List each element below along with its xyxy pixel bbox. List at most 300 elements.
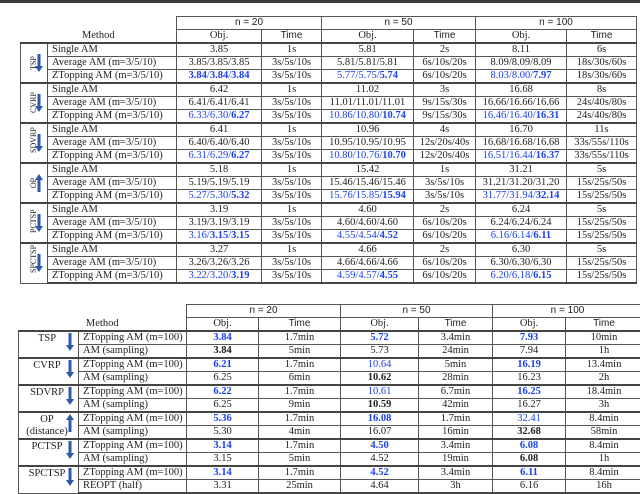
time-cell: 3s/5s/10s [262, 150, 322, 164]
value-part: 16.31 [536, 110, 560, 121]
problem-label-op [19, 412, 79, 439]
value-part: 10.76 [356, 150, 380, 161]
obj-cell: 3.19/3.19/3.19 [177, 217, 262, 230]
value-part: 10.74 [382, 110, 406, 121]
method-name: ZTopping AM (m=100) [79, 439, 187, 453]
time-cell: 1s [262, 243, 322, 257]
problem-label-sdvrp [21, 123, 48, 163]
obj-cell: 11.02 [322, 83, 414, 97]
time-cell: 15s/25s/50s [567, 217, 637, 230]
table-row [19, 399, 640, 413]
value-part: 10.86 [329, 110, 353, 121]
table-row [21, 150, 637, 164]
obj-cell: 3.26/3.26/3.26 [177, 257, 262, 270]
arrow-down-icon [35, 254, 43, 272]
time-cell: 42min [419, 399, 493, 413]
value-part: 3.84 [210, 70, 228, 81]
table-row [21, 190, 637, 204]
problem-name: SDVRP [28, 133, 40, 153]
obj-cell: 6.21 [187, 358, 259, 372]
method-name: Single AM [48, 203, 177, 217]
time-cell: 2s [414, 43, 476, 57]
table-row [21, 163, 637, 177]
time-cell: 25min [259, 480, 341, 494]
obj-cell: 8.11 [476, 43, 567, 57]
obj-cell: 11.01/11.01/11.01 [322, 97, 414, 110]
arrow-down-icon [66, 360, 74, 378]
time-cell: 8.4min [566, 466, 640, 480]
method-name: Average AM (m=3/5/10) [48, 137, 177, 150]
time-cell: 2h [566, 372, 640, 386]
table-row [21, 217, 637, 230]
method-name: ZTopping AM (m=3/5/10) [48, 230, 177, 244]
obj-cell: 16.23 [493, 372, 566, 386]
subheader-time: Time [259, 318, 341, 332]
obj-cell: 6.41 [177, 123, 262, 137]
value-part: 10.70 [382, 150, 406, 161]
obj-cell: 6.11 [493, 466, 566, 480]
arrow-down-icon [35, 134, 43, 152]
table-row [19, 372, 640, 386]
subheader-obj: Obj. [493, 318, 566, 332]
obj-cell: 32.68 [493, 426, 566, 440]
obj-cell: 5.18 [177, 163, 262, 177]
problem-label-spctsp [19, 466, 79, 493]
value-part: 4.55 [337, 230, 355, 241]
method-name: Single AM [48, 123, 177, 137]
obj-cell: 3.19 [177, 203, 262, 217]
value-part: 5.27 [189, 190, 207, 201]
time-cell: 6min [259, 372, 341, 386]
obj-cell: 16.07 [341, 426, 419, 440]
time-cell: 1s [262, 203, 322, 217]
time-cell: 15s/25s/50s [567, 257, 637, 270]
table-row [21, 137, 637, 150]
value-part: 3.22 [189, 270, 207, 281]
obj-cell: 4.52 [341, 453, 419, 467]
obj-cell: 5.19/5.19/5.19 [177, 177, 262, 190]
problem-name: CVRP [28, 93, 40, 113]
value-part: 6.16 [491, 230, 509, 241]
time-cell: 5s [567, 203, 637, 217]
time-cell: 6s/10s/20s [414, 217, 476, 230]
time-cell: 4s [414, 123, 476, 137]
table-row [21, 230, 637, 244]
method-header: Method [21, 30, 177, 44]
time-cell: 3s [414, 83, 476, 97]
obj-cell: 6.24 [476, 203, 567, 217]
obj-cell: 6.25 [187, 399, 259, 413]
obj-cell: 3.84 [187, 331, 259, 345]
obj-cell: 10.62 [341, 372, 419, 386]
arrow-down-icon [35, 94, 43, 112]
time-cell: 8.4min [566, 412, 640, 426]
header-group-n1: n = 50 [341, 305, 493, 318]
time-cell: 1.7min [259, 358, 341, 372]
obj-cell: 16.68/16.68/16.68 [476, 137, 567, 150]
time-cell: 16h [566, 480, 640, 494]
obj-cell: 16.66/16.66/16.66 [476, 97, 567, 110]
header-group-n0: n = 20 [177, 17, 322, 30]
value-part: 15.76 [329, 190, 353, 201]
method-name: ZTopping AM (m=3/5/10) [48, 150, 177, 164]
time-cell: 1.7min [259, 385, 341, 399]
arrow-up-icon [66, 414, 74, 432]
value-part: 5.77 [337, 70, 355, 81]
time-cell: 3.4min [419, 439, 493, 453]
value-part: 5.75 [358, 70, 376, 81]
time-cell: 1.7min [259, 466, 341, 480]
time-cell: 9min [259, 399, 341, 413]
time-cell: 15s/25s/50s [567, 270, 637, 284]
obj-cell: 5.73 [341, 345, 419, 359]
problem-label-tsp [19, 331, 79, 358]
obj-cell: 10.95/10.95/10.95 [322, 137, 414, 150]
obj-cell: 4.66/4.66/4.66 [322, 257, 414, 270]
obj-cell: 6.16/6.14/6.11 [476, 230, 567, 244]
obj-cell: 6.24/6.24/6.24 [476, 217, 567, 230]
obj-cell: 6.30 [476, 243, 567, 257]
obj-cell: 4.64 [341, 480, 419, 494]
subheader-time: Time [566, 318, 640, 332]
time-cell: 18.4min [566, 385, 640, 399]
obj-cell: 3.85 [177, 43, 262, 57]
method-name: ZTopping AM (m=100) [79, 331, 187, 345]
obj-cell: 3.16/3.15/3.15 [177, 230, 262, 244]
problem-label-spctsp [21, 243, 48, 283]
time-cell: 1.7min [419, 412, 493, 426]
table-row [21, 110, 637, 124]
obj-cell: 10.59 [341, 399, 419, 413]
subheader-time: Time [414, 30, 476, 44]
value-part: 10.80 [356, 110, 380, 121]
obj-cell: 4.60/4.60/4.60 [322, 217, 414, 230]
time-cell: 15s/25s/50s [567, 190, 637, 204]
empty-corner [19, 305, 187, 318]
method-name: ZTopping AM (m=3/5/10) [48, 110, 177, 124]
time-cell: 3s/5s/10s [262, 57, 322, 70]
obj-cell: 6.40/6.40/6.40 [177, 137, 262, 150]
table-row [19, 358, 640, 372]
table-row [21, 257, 637, 270]
time-cell: 15s/25s/50s [567, 177, 637, 190]
time-cell: 3h [566, 399, 640, 413]
table-row [21, 123, 637, 137]
obj-cell: 15.42 [322, 163, 414, 177]
subheader-obj: Obj. [322, 30, 414, 44]
obj-cell: 6.22 [187, 385, 259, 399]
method-name: Average AM (m=3/5/10) [48, 177, 177, 190]
obj-cell: 4.50 [341, 439, 419, 453]
problem-name: PCTSP [28, 213, 40, 233]
subheader-time: Time [567, 30, 637, 44]
time-cell: 3s/5s/10s [262, 230, 322, 244]
value-part: 5.32 [231, 190, 249, 201]
value-part: 6.29 [210, 150, 228, 161]
method-name: AM (sampling) [79, 345, 187, 359]
obj-cell: 10.86/10.80/10.74 [322, 110, 414, 124]
table-row [21, 177, 637, 190]
value-part: 6.27 [231, 110, 249, 121]
subheader-time: Time [262, 30, 322, 44]
problem-name: TSP [28, 53, 40, 73]
table-row [19, 385, 640, 399]
time-cell: 12s/20s/40s [414, 137, 476, 150]
obj-cell: 10.61 [341, 385, 419, 399]
value-part: 4.52 [380, 230, 398, 241]
obj-cell: 3.84 [187, 345, 259, 359]
time-cell: 6s/10s/20s [414, 257, 476, 270]
time-cell: 13.4min [566, 358, 640, 372]
value-part: 31.77 [483, 190, 507, 201]
method-name: Average AM (m=3/5/10) [48, 217, 177, 230]
table-row [19, 466, 640, 480]
obj-cell: 16.70 [476, 123, 567, 137]
time-cell: 1.7min [259, 412, 341, 426]
time-cell: 10min [566, 331, 640, 345]
obj-cell: 16.25 [493, 385, 566, 399]
obj-cell: 10.64 [341, 358, 419, 372]
table-row [21, 243, 637, 257]
obj-cell: 5.27/5.30/5.32 [177, 190, 262, 204]
time-cell: 3.4min [419, 466, 493, 480]
time-cell: 6s/10s/20s [414, 70, 476, 84]
obj-cell: 4.59/4.57/4.55 [322, 270, 414, 284]
arrow-down-icon [35, 214, 43, 232]
method-name: AM (sampling) [79, 372, 187, 386]
subheader-obj: Obj. [187, 318, 259, 332]
header-sub-row [19, 318, 640, 332]
value-part: 16.46 [483, 110, 507, 121]
obj-cell: 3.14 [187, 439, 259, 453]
obj-cell: 5.36 [187, 412, 259, 426]
time-cell: 11s [567, 123, 637, 137]
time-cell: 3s/5s/10s [262, 137, 322, 150]
method-name: REOPT (half) [79, 480, 187, 494]
value-part: 3.20 [210, 270, 228, 281]
value-part: 15.94 [382, 190, 406, 201]
method-name: AM (sampling) [79, 426, 187, 440]
method-name: Average AM (m=3/5/10) [48, 257, 177, 270]
value-part: 6.14 [512, 230, 530, 241]
obj-cell: 16.08 [341, 412, 419, 426]
method-name: AM (sampling) [79, 399, 187, 413]
method-name: Single AM [48, 243, 177, 257]
value-part: 3.19 [231, 270, 249, 281]
obj-cell: 4.66 [322, 243, 414, 257]
time-cell: 15s/25s/50s [567, 230, 637, 244]
time-cell: 6s/10s/20s [414, 57, 476, 70]
value-part: 15.85 [356, 190, 380, 201]
value-part: 6.20 [491, 270, 509, 281]
time-cell: 9s/15s/30s [414, 97, 476, 110]
time-cell: 5s [567, 243, 637, 257]
method-name: ZTopping AM (m=3/5/10) [48, 270, 177, 284]
obj-cell: 3.84/3.84/3.84 [177, 70, 262, 84]
problem-label-cvrp [19, 358, 79, 385]
time-cell: 3h [419, 480, 493, 494]
header-group-n2: n = 100 [493, 305, 640, 318]
time-cell: 6s [567, 43, 637, 57]
problem-name: TSP [19, 333, 75, 345]
obj-cell: 5.77/5.75/5.74 [322, 70, 414, 84]
time-cell: 24s/40s/80s [567, 110, 637, 124]
problem-label-sdvrp [19, 385, 79, 412]
value-part: 6.27 [231, 150, 249, 161]
problem-name: SPCTSP [19, 468, 75, 480]
obj-cell: 3.31 [187, 480, 259, 494]
method-name: Average AM (m=3/5/10) [48, 57, 177, 70]
time-cell: 5min [419, 358, 493, 372]
value-part: 5.30 [210, 190, 228, 201]
problem-label-pctsp [21, 203, 48, 243]
time-cell: 1s [262, 43, 322, 57]
time-cell: 19min [419, 453, 493, 467]
problem-label-tsp [21, 43, 48, 83]
header-group-n0: n = 20 [187, 305, 341, 318]
obj-cell: 3.14 [187, 466, 259, 480]
obj-cell: 15.76/15.85/15.94 [322, 190, 414, 204]
obj-cell: 3.15 [187, 453, 259, 467]
top-border [0, 0, 640, 3]
method-name: ZTopping AM (m=100) [79, 412, 187, 426]
value-part: 3.16 [189, 230, 207, 241]
obj-cell: 10.80/10.76/10.70 [322, 150, 414, 164]
subheader-obj: Obj. [341, 318, 419, 332]
time-cell: 1h [566, 345, 640, 359]
time-cell: 3s/5s/10s [262, 270, 322, 284]
value-part: 6.30 [210, 110, 228, 121]
time-cell: 3s/5s/10s [414, 177, 476, 190]
value-part: 6.18 [512, 270, 530, 281]
time-cell: 1h [566, 453, 640, 467]
time-cell: 5s [567, 163, 637, 177]
obj-cell: 3.85/3.85/3.85 [177, 57, 262, 70]
obj-cell: 6.41/6.41/6.41 [177, 97, 262, 110]
time-cell: 2s [414, 243, 476, 257]
subheader-obj: Obj. [476, 30, 567, 44]
value-part: 16.51 [483, 150, 507, 161]
obj-cell: 31.21 [476, 163, 567, 177]
obj-cell: 10.96 [322, 123, 414, 137]
time-cell: 58min [566, 426, 640, 440]
time-cell: 6s/10s/20s [414, 230, 476, 244]
time-cell: 18s/30s/60s [567, 57, 637, 70]
table-row [19, 412, 640, 426]
obj-cell: 6.20/6.18/6.15 [476, 270, 567, 284]
value-part: 8.00 [512, 70, 530, 81]
arrow-down-icon [66, 468, 74, 486]
obj-cell: 5.30 [187, 426, 259, 440]
time-cell: 5min [259, 345, 341, 359]
problem-label-cvrp [21, 83, 48, 123]
value-part: 7.97 [533, 70, 551, 81]
arrow-down-icon [66, 387, 74, 405]
time-cell: 8s [567, 83, 637, 97]
method-name: Single AM [48, 83, 177, 97]
time-cell: 18s/30s/60s [567, 70, 637, 84]
table-row [21, 203, 637, 217]
method-name: ZTopping AM (m=100) [79, 358, 187, 372]
problem-name: OP [19, 414, 75, 426]
obj-cell: 16.19 [493, 358, 566, 372]
obj-cell: 16.46/16.40/16.31 [476, 110, 567, 124]
table-ensemble-comparison [20, 16, 637, 284]
time-cell: 1s [262, 123, 322, 137]
time-cell: 1s [262, 163, 322, 177]
obj-cell: 6.08 [493, 453, 566, 467]
header-sub-row [21, 30, 637, 44]
obj-cell: 16.68 [476, 83, 567, 97]
obj-cell: 5.81/5.81/5.81 [322, 57, 414, 70]
problem-name: SPCTSP [28, 253, 40, 273]
table-row [19, 439, 640, 453]
time-cell: 24s/40s/80s [567, 97, 637, 110]
value-part: 6.33 [189, 110, 207, 121]
value-part: 6.15 [533, 270, 551, 281]
problem-name: OP [28, 173, 40, 193]
time-cell: 3.4min [419, 331, 493, 345]
time-cell: 3s/5s/10s [262, 190, 322, 204]
table-row [19, 331, 640, 345]
header-group-n2: n = 100 [476, 17, 637, 30]
obj-cell: 5.72 [341, 331, 419, 345]
method-name: ZTopping AM (m=3/5/10) [48, 190, 177, 204]
obj-cell: 3.22/3.20/3.19 [177, 270, 262, 284]
obj-cell: 6.42 [177, 83, 262, 97]
problem-label-pctsp [19, 439, 79, 466]
table-row [21, 270, 637, 284]
value-part: 5.74 [380, 70, 398, 81]
time-cell: 2s [414, 203, 476, 217]
time-cell: 3s/5s/10s [262, 110, 322, 124]
arrow-down-icon [35, 54, 43, 72]
value-part: 31.94 [509, 190, 533, 201]
value-part: 4.59 [337, 270, 355, 281]
time-cell: 28min [419, 372, 493, 386]
value-part: 6.31 [189, 150, 207, 161]
value-part: 16.37 [536, 150, 560, 161]
value-part: 3.15 [210, 230, 228, 241]
obj-cell: 16.27 [493, 399, 566, 413]
arrow-down-icon [66, 441, 74, 459]
obj-cell: 4.60 [322, 203, 414, 217]
problem-name: SDVRP [19, 387, 75, 399]
time-cell: 4min [259, 426, 341, 440]
obj-cell: 6.30/6.30/6.30 [476, 257, 567, 270]
obj-cell: 6.31/6.29/6.27 [177, 150, 262, 164]
obj-cell: 6.16 [493, 480, 566, 494]
time-cell: 3s/5s/10s [262, 70, 322, 84]
value-part: 3.84 [231, 70, 249, 81]
time-cell: 16min [419, 426, 493, 440]
table-row [21, 70, 637, 84]
header-group-n1: n = 50 [322, 17, 476, 30]
time-cell: 33s/55s/110s [567, 137, 637, 150]
arrow-up-icon [35, 174, 43, 192]
problem-name: PCTSP [19, 441, 75, 453]
obj-cell: 32.41 [493, 412, 566, 426]
obj-cell: 6.08 [493, 439, 566, 453]
value-part: 16.44 [509, 150, 533, 161]
subheader-obj: Obj. [177, 30, 262, 44]
method-name: Single AM [48, 43, 177, 57]
value-part: 8.03 [491, 70, 509, 81]
obj-cell: 7.94 [493, 345, 566, 359]
time-cell: 6.7min [419, 385, 493, 399]
time-cell: 1s [262, 83, 322, 97]
time-cell: 3s/5s/10s [262, 177, 322, 190]
